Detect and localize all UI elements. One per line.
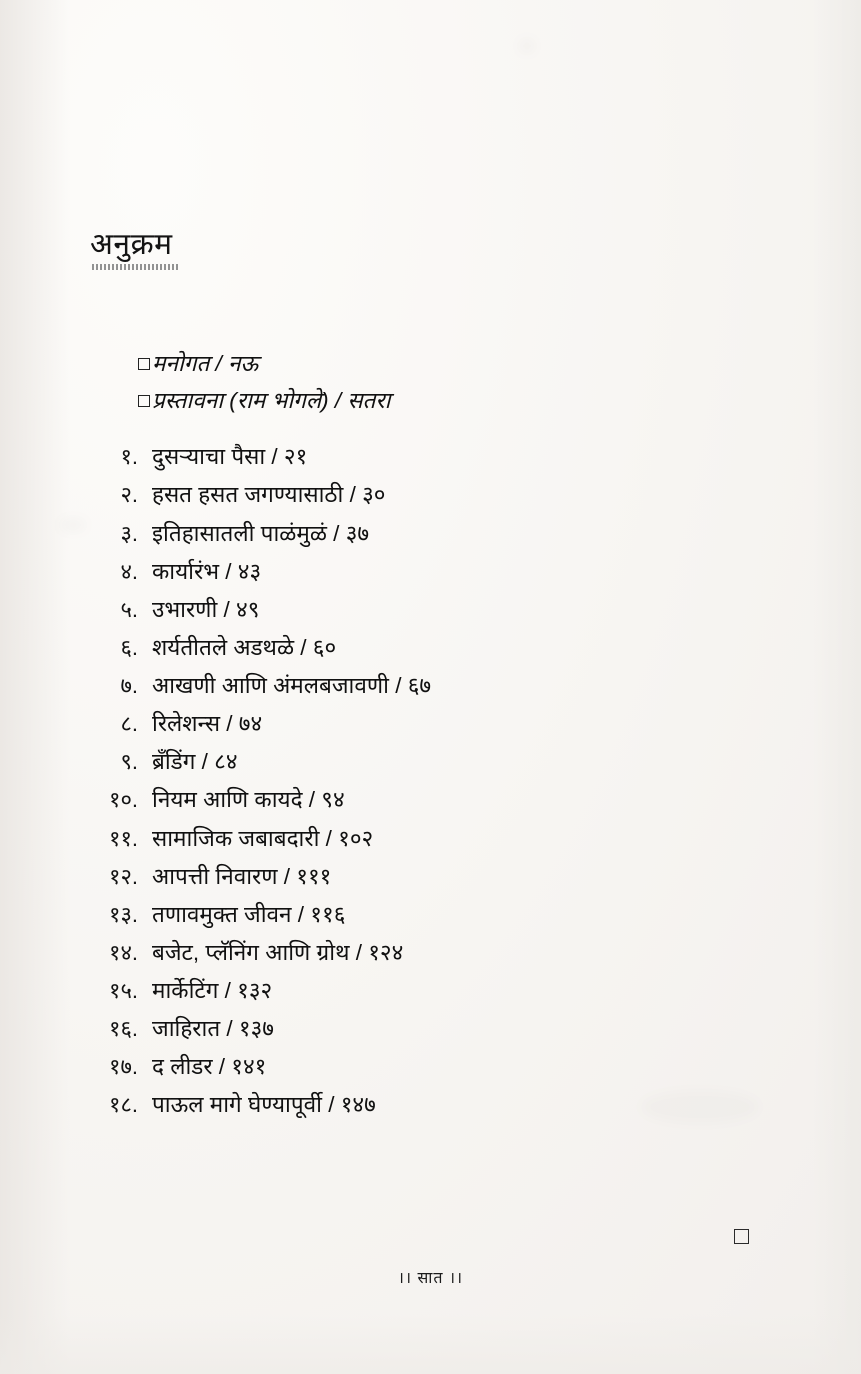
toc-row[interactable] xyxy=(90,1051,730,1081)
toc-item-number: १२. xyxy=(109,863,138,889)
title-underline-rule xyxy=(92,264,180,270)
toc-item-number: ११. xyxy=(109,825,138,851)
toc-row[interactable] xyxy=(90,556,730,586)
toc-item-number: २. xyxy=(120,482,138,508)
toc-entry-label: तणावमुक्त जीवन / ११६ xyxy=(152,901,346,927)
page-title: अनुक्रम xyxy=(90,228,173,261)
table-of-contents xyxy=(90,350,730,1128)
toc-item-number: ३. xyxy=(120,520,138,546)
toc-item-number: ८. xyxy=(120,711,138,737)
toc-entry-label: ब्रॅंडिंग / ८४ xyxy=(152,749,238,775)
page-shadow-left xyxy=(0,0,70,1374)
toc-row[interactable] xyxy=(90,1089,730,1119)
toc-row[interactable] xyxy=(90,937,730,967)
toc-item-number: ९. xyxy=(120,749,138,775)
toc-front-matter-row[interactable] xyxy=(90,387,730,415)
toc-row[interactable] xyxy=(90,746,730,776)
toc-row[interactable] xyxy=(90,594,730,624)
toc-entry-label: उभारणी / ४९ xyxy=(152,596,260,622)
toc-row[interactable] xyxy=(90,632,730,662)
toc-row[interactable] xyxy=(90,861,730,891)
toc-row[interactable] xyxy=(90,823,730,853)
paper-smudge xyxy=(60,520,86,530)
toc-item-number: ७. xyxy=(120,673,138,698)
toc-item-number: १६. xyxy=(109,1016,138,1042)
toc-entry-label: पाऊल मागे घेण्यापूर्वी / १४७ xyxy=(152,1092,376,1118)
page-shadow-bottom xyxy=(0,1314,861,1374)
toc-item-number: १. xyxy=(120,444,138,470)
toc-row[interactable] xyxy=(90,670,730,700)
toc-item-number: १५. xyxy=(109,978,138,1003)
toc-item-number: ४. xyxy=(120,558,138,584)
toc-entry-label: नियम आणि कायदे / ९४ xyxy=(152,787,345,813)
toc-entry-label: मनोगत / नऊ xyxy=(152,351,259,376)
page-shadow-right xyxy=(813,0,861,1374)
toc-entry-label: प्रस्तावना (राम भोगले) / सतरा xyxy=(152,388,391,414)
toc-entry-label: कार्यारंभ / ४३ xyxy=(152,558,262,584)
toc-item-number: ६. xyxy=(120,634,138,660)
toc-row[interactable] xyxy=(90,899,730,929)
toc-item-number: १७. xyxy=(109,1054,138,1080)
toc-entry-label: मार्केटिंग / १३२ xyxy=(152,978,273,1003)
toc-entry-label: रिलेशन्स / ७४ xyxy=(152,711,263,737)
toc-entry-label: सामाजिक जबाबदारी / १०२ xyxy=(152,825,374,851)
toc-row[interactable] xyxy=(90,708,730,738)
toc-entry-label: द लीडर / १४१ xyxy=(152,1054,267,1080)
toc-row[interactable] xyxy=(90,1013,730,1043)
page-folio: ।। सात ।। xyxy=(397,1270,464,1287)
toc-item-number: ५. xyxy=(120,596,138,622)
toc-item-number: १४. xyxy=(109,939,138,965)
toc-entry-label: इतिहासातली पाळंमुळं / ३७ xyxy=(152,520,370,546)
toc-item-number: १३. xyxy=(109,901,138,927)
toc-front-matter-row[interactable] xyxy=(90,350,730,378)
toc-entry-label: जाहिरात / १३७ xyxy=(152,1016,275,1042)
toc-row[interactable] xyxy=(90,975,730,1005)
toc-entry-label: शर्यतीतले अडथळे / ६० xyxy=(152,634,337,660)
toc-row[interactable] xyxy=(90,518,730,548)
toc-item-number: १८. xyxy=(109,1092,138,1118)
toc-item-number: १०. xyxy=(109,787,138,813)
toc-row[interactable] xyxy=(90,441,730,471)
square-bullet-icon xyxy=(90,353,152,377)
square-bullet-icon xyxy=(90,390,152,414)
toc-row[interactable] xyxy=(90,479,730,509)
toc-entry-label: हसत हसत जगण्यासाठी / ३० xyxy=(152,482,386,508)
toc-entry-label: आपत्ती निवारण / १११ xyxy=(152,863,332,889)
paper-smudge xyxy=(520,40,534,52)
toc-row[interactable] xyxy=(90,784,730,814)
square-ornament-icon xyxy=(734,1229,749,1244)
toc-entry-label: बजेट, प्लॅनिंग आणि ग्रोथ / १२४ xyxy=(152,939,404,965)
toc-entry-label: दुसऱ्याचा पैसा / २१ xyxy=(152,444,308,470)
toc-entry-label: आखणी आणि अंमलबजावणी / ६७ xyxy=(152,673,432,698)
